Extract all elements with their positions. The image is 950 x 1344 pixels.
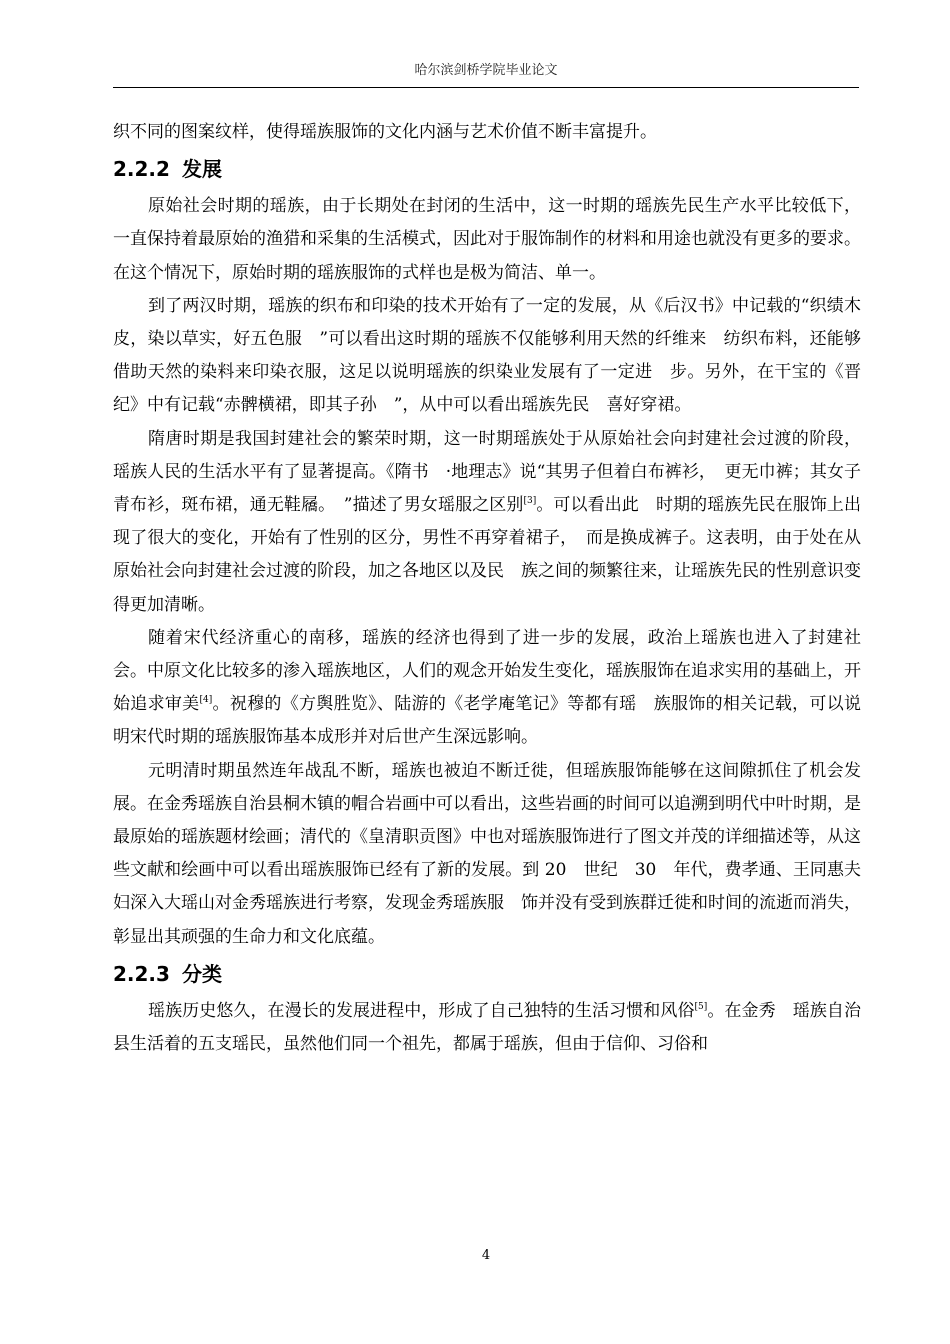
section-number: 2.2.3 xyxy=(113,961,170,986)
citation-ref[interactable]: [3] xyxy=(523,496,537,507)
document-body xyxy=(113,116,861,1061)
section-heading-2-2-2 xyxy=(113,149,861,190)
paragraph-yuan-ming-qing: 元明清时期虽然连年战乱不断，瑶族也被迫不断迁徙，但瑶族服饰能够在这间隙抓住了机会发展。在金秀瑶族自治县桐木镇的帽合岩画中可以看出，这些岩画的时间可以追溯到明代中叶时期，是最原始的瑶族题材绘画；清代的《皇清职贡图》中也对瑶族服饰进行了图文并茂的详细描述等，从这些文献和绘画中可以看出瑶族服饰已经有了新的发展。到 20 世纪 30 年代，费孝通、王同惠夫妇深入大瑶山对金秀瑶族进行考察，发现金秀瑶族服 饰并没有受到族群迁徙和时间的流逝而消失，彰显出其顽强的生命力和文化底蕴。 xyxy=(113,760,861,947)
paragraph-text: 。可以看出此 时期的瑶族先民在服饰上出现了很大的变化，开始有了性别的区分，男性不再穿着裙子， 而是换成裤子。这表明，由于处在从原始社会向封建社会过渡的阶段，加之各地区以及民 族之间的频繁往来，让瑶族先民的性别意识变得更加清晰。 xyxy=(113,495,861,615)
section-heading-2-2-3 xyxy=(113,954,861,995)
page-number: 4 xyxy=(481,1248,491,1263)
paragraph-song-dynasty xyxy=(113,622,861,755)
section-number: 2.2.2 xyxy=(113,157,170,182)
paragraph-text: 随着宋代经济重心的南移，瑶族的经济也得到了进一步的发展，政治上瑶族也进入了封建社会。中原文化比较多的渗入瑶族地区，人们的观念开始发生变化，瑶族服饰在追求实用的基础上，开始追求审美 xyxy=(113,627,861,715)
paragraph-text: 。在金秀 瑶族自治县生活着的五支瑶民，虽然他们同一个祖先，都属于瑶族，但由于信仰、习俗和 xyxy=(113,1000,862,1055)
paragraph-continuation: 织不同的图案纹样，使得瑶族服饰的文化内涵与艺术价值不断丰富提升。 xyxy=(113,122,657,142)
citation-ref[interactable]: [5] xyxy=(694,1001,708,1012)
paragraph-classification xyxy=(113,995,861,1061)
page-header: 哈尔滨剑桥学院毕业论文 xyxy=(414,63,558,78)
header-divider xyxy=(113,87,859,88)
paragraph-text: 隋唐时期是我国封建社会的繁荣时期，这一时期瑶族处于从原始社会向封建社会过渡的阶段，瑶族人民的生活水平有了显著提高。《隋书 ·地理志》说“其男子但着白布裤衫， 更无巾裤；其女子青布衫，斑布裙，通无鞋屩。 ”描述了男女瑶服之区别 xyxy=(113,428,861,516)
section-title: 发展 xyxy=(181,157,222,182)
section-title: 分类 xyxy=(181,961,222,986)
paragraph-han-dynasty: 到了两汉时期，瑶族的织布和印染的技术开始有了一定的发展，从《后汉书》中记载的“织绩木皮，染以草实，好五色服 ”可以看出这时期的瑶族不仅能够利用天然的纤维来 纺织布料，还能够借助天然的染料来印染衣服，这足以说明瑶族的织染业发展有了一定进 步。另外，在干宝的《晋纪》中有记载“赤髀横裙，即其子孙 ”，从中可以看出瑶族先民 喜好穿裙。 xyxy=(113,295,861,416)
citation-ref[interactable]: [4] xyxy=(199,695,213,706)
paragraph-primitive-society: 原始社会时期的瑶族，由于长期处在封闭的生活中，这一时期的瑶族先民生产水平比较低下，一直保持着最原始的渔猎和采集的生活模式，因此对于服饰制作的材料和用途也就没有更多的要求。在这个情况下，原始时期的瑶族服饰的式样也是极为简洁、单一。 xyxy=(113,196,861,283)
paragraph-sui-tang xyxy=(113,423,861,622)
paragraph-text: 。祝穆的《方舆胜览》、陆游的《老学庵笔记》等都有瑶 族服饰的相关记载，可以说明宋代时期的瑶族服饰基本成形并对后世产生深远影响。 xyxy=(113,694,862,748)
paragraph-text: 瑶族历史悠久，在漫长的发展进程中，形成了自己独特的生活习惯和风俗 xyxy=(148,1000,695,1021)
